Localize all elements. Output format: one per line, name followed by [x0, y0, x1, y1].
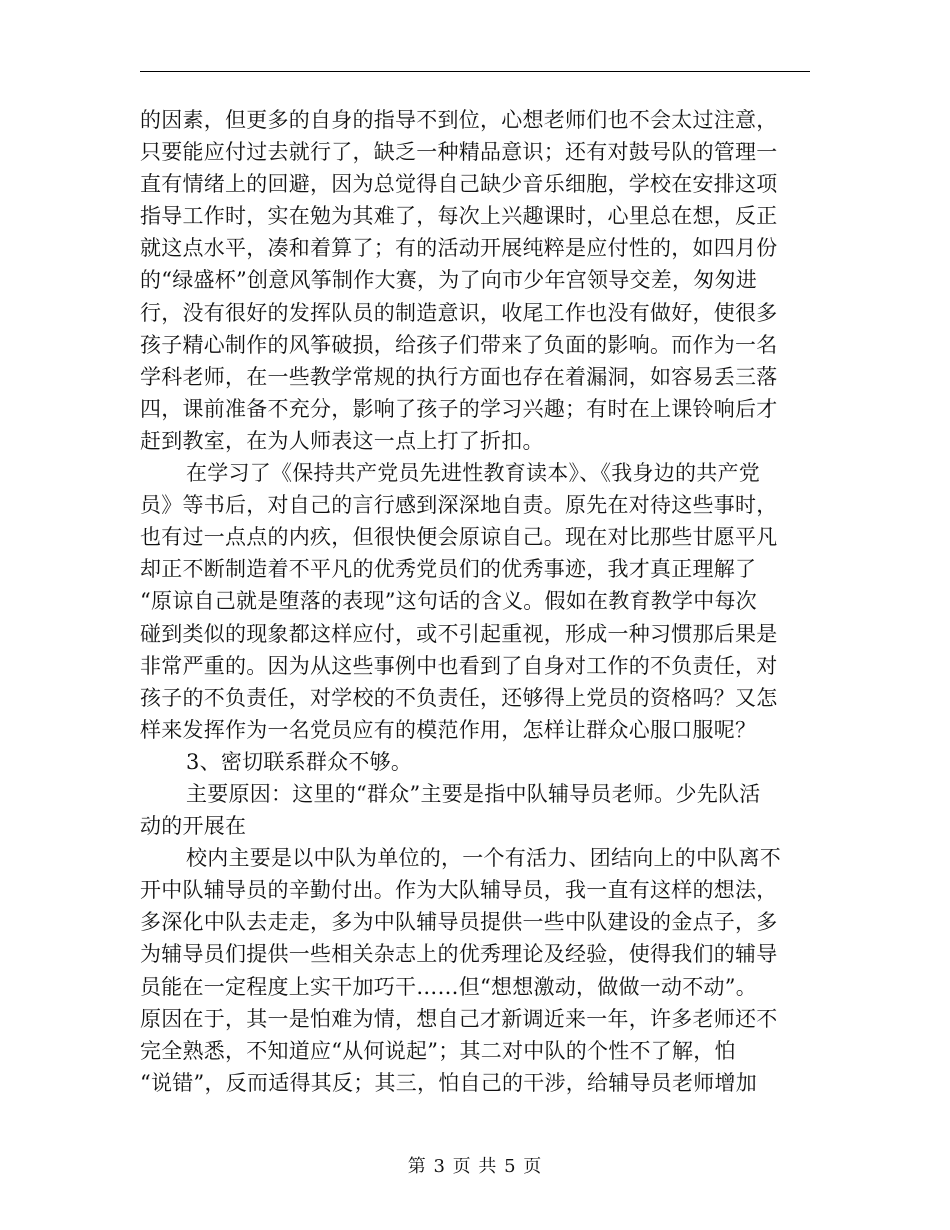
- paragraph-start-line: 校内主要是以中队为单位的，一个有活力、团结向上的中队离不: [186, 846, 781, 871]
- section-heading: 3、密切联系群众不够。: [186, 749, 413, 774]
- paragraph-start-line: 主要原因：这里的“群众”主要是指中队辅导员老师。少先队活: [186, 781, 761, 806]
- text-line: 孩子的不负责任，对学校的不负责任，还够得上党员的资格吗？又怎: [140, 685, 778, 710]
- text-line: 非常严重的。因为从这些事例中也看到了自身对工作的不负责任，对: [140, 653, 778, 678]
- text-line: 员》等书后，对自己的言行感到深深地自责。原先在对待这些事时，: [140, 493, 778, 518]
- text-line: 碰到类似的现象都这样应付，或不引起重视，形成一种习惯那后果是: [140, 621, 778, 646]
- text-line: 却正不断制造着不平凡的优秀党员们的优秀事迹，我才真正理解了: [140, 557, 757, 582]
- text-line: 为辅导员们提供一些相关杂志上的优秀理论及经验，使得我们的辅导: [140, 942, 778, 967]
- text-line: 员能在一定程度上实干加巧干……但“想想激动，做做一动不动”。: [140, 974, 757, 999]
- text-line: “说错”，反而适得其反；其三，怕自己的干涉，给辅导员老师增加: [140, 1070, 757, 1095]
- text-line: 开中队辅导员的辛勤付出。作为大队辅导员，我一直有这样的想法，: [140, 878, 778, 903]
- text-line: 学科老师，在一些教学常规的执行方面也存在着漏洞，如容易丢三落: [140, 364, 778, 389]
- text-line: 多深化中队去走走，多为中队辅导员提供一些中队建设的金点子，多: [140, 910, 778, 935]
- text-line: 只要能应付过去就行了，缺乏一种精品意识；还有对鼓号队的管理一: [140, 140, 778, 165]
- text-line: 的因素，但更多的自身的指导不到位，心想老师们也不会太过注意，: [140, 108, 778, 132]
- text-line: 指导工作时，实在勉为其难了，每次上兴趣课时，心里总在想，反正: [140, 204, 778, 229]
- paragraph-start-line: 在学习了《保持共产党员先进性教育读本》、《我身边的共产党: [186, 461, 760, 486]
- text-line: 赶到教室，在为人师表这一点上打了折扣。: [140, 428, 544, 453]
- text-line: 直有情绪上的回避，因为总觉得自己缺少音乐细胞，学校在安排这项: [140, 172, 778, 197]
- text-line: “原谅自己就是堕落的表现”这句话的含义。假如在教育教学中每次: [140, 589, 757, 614]
- text-line: 的“绿盛杯”创意风筝制作大赛，为了向市少年宫领导交差，匆匆进: [140, 268, 757, 293]
- text-line: 孩子精心制作的风筝破损，给孩子们带来了负面的影响。而作为一名: [140, 332, 778, 357]
- text-line: 也有过一点点的内疚，但很快便会原谅自己。现在对比那些甘愿平凡: [140, 525, 778, 550]
- page-number-footer: 第 3 页 共 5 页: [407, 1156, 543, 1177]
- text-line: 就这点水平，凑和着算了；有的活动开展纯粹是应付性的，如四月份: [140, 236, 778, 261]
- text-line: 行，没有很好的发挥队员的制造意识，收尾工作也没有做好，使很多: [140, 300, 778, 325]
- header-rule: [140, 71, 810, 72]
- text-line: 动的开展在: [140, 814, 247, 839]
- text-line: 原因在于，其一是怕难为情，想自己才新调近来一年，许多老师还不: [140, 1006, 778, 1031]
- text-line: 四，课前准备不充分，影响了孩子的学习兴趣；有时在上课铃响后才: [140, 396, 778, 421]
- document-body: [140, 104, 812, 1099]
- text-line: 样来发挥作为一名党员应有的模范作用，怎样让群众心服口服呢？: [140, 717, 757, 742]
- text-line: 完全熟悉，不知道应“从何说起”；其二对中队的个性不了解，怕: [140, 1038, 736, 1063]
